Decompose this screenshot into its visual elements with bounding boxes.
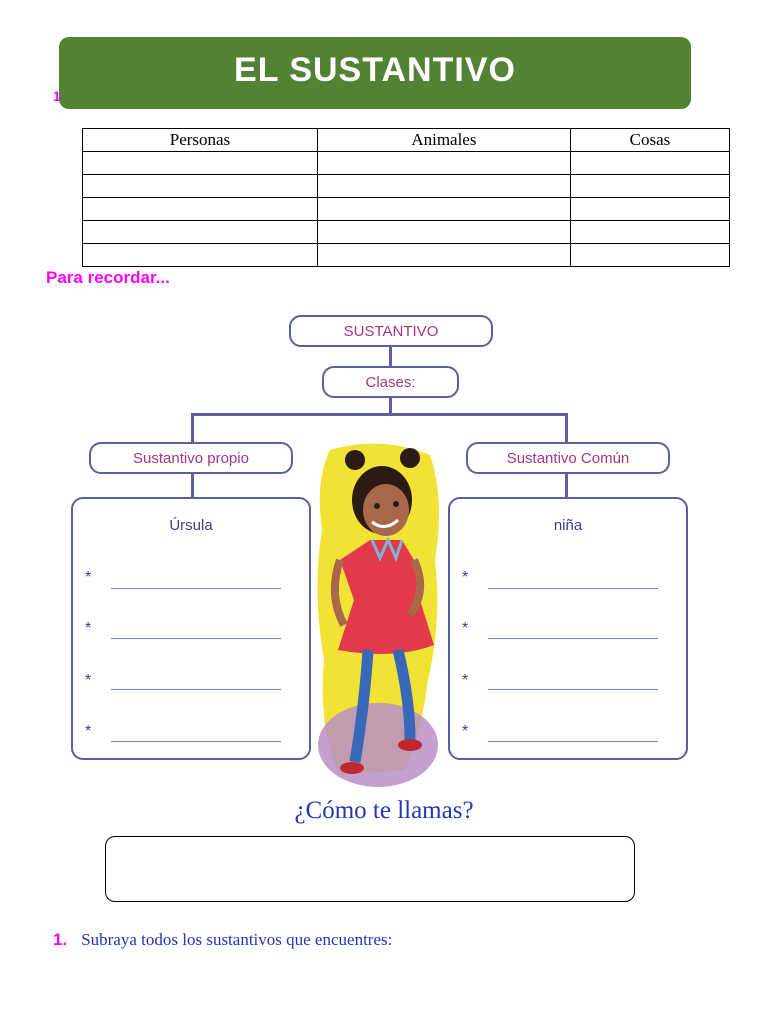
table-cell[interactable] xyxy=(570,175,729,198)
table-cell[interactable] xyxy=(317,221,570,244)
common-example: niña xyxy=(553,517,583,534)
exercise-instruction: Subraya todos los sustantivos que encuentres: xyxy=(81,930,393,949)
common-noun-box: Sustantivo Común xyxy=(466,442,670,474)
proper-example: Úrsula xyxy=(169,517,213,534)
exercise-number: 1. xyxy=(53,930,68,949)
name-question: ¿Cómo te llamas? xyxy=(294,797,474,824)
bullet-star: * xyxy=(85,620,92,637)
bullet-star: * xyxy=(462,723,469,740)
table-cell[interactable] xyxy=(83,198,318,221)
proper-noun-panel xyxy=(71,497,311,760)
table-row xyxy=(83,244,730,267)
name-answer-box[interactable] xyxy=(105,836,635,902)
table-cell[interactable] xyxy=(317,152,570,175)
table-cell[interactable] xyxy=(317,244,570,267)
connector-line xyxy=(191,413,567,416)
table-cell[interactable] xyxy=(83,244,318,267)
connector-line xyxy=(191,474,194,499)
table-cell[interactable] xyxy=(317,198,570,221)
fill-in-line[interactable] xyxy=(488,588,658,589)
column-header-cosas: Cosas xyxy=(570,129,729,152)
exercise-1 xyxy=(53,930,392,950)
diagram-classes-box: Clases: xyxy=(322,366,459,398)
table-cell[interactable] xyxy=(83,152,318,175)
table-header-row xyxy=(83,129,730,152)
connector-line xyxy=(565,474,568,499)
connector-line xyxy=(389,398,392,414)
table-cell[interactable] xyxy=(570,152,729,175)
table-row xyxy=(83,198,730,221)
connector-line xyxy=(389,347,392,367)
diagram-root-box: SUSTANTIVO xyxy=(289,315,493,347)
fill-in-line[interactable] xyxy=(488,741,658,742)
table-cell[interactable] xyxy=(317,175,570,198)
fill-in-line[interactable] xyxy=(111,588,281,589)
table-cell[interactable] xyxy=(570,198,729,221)
bullet-star: * xyxy=(462,620,469,637)
reminder-heading: Para recordar... xyxy=(46,268,170,287)
table-row xyxy=(83,221,730,244)
category-table xyxy=(82,128,730,267)
column-header-personas: Personas xyxy=(83,129,318,152)
table-row xyxy=(83,152,730,175)
table-cell[interactable] xyxy=(83,221,318,244)
column-header-animales: Animales xyxy=(317,129,570,152)
bullet-star: * xyxy=(85,672,92,689)
table-cell[interactable] xyxy=(570,221,729,244)
fill-in-line[interactable] xyxy=(111,741,281,742)
bullet-star: * xyxy=(462,569,469,586)
common-noun-panel xyxy=(448,497,688,760)
table-cell[interactable] xyxy=(83,175,318,198)
bullet-star: * xyxy=(85,723,92,740)
connector-line xyxy=(565,413,568,443)
table-row xyxy=(83,175,730,198)
section-number: 1 xyxy=(53,88,61,104)
fill-in-line[interactable] xyxy=(111,638,281,639)
page-title: EL SUSTANTIVO xyxy=(59,37,691,109)
fill-in-line[interactable] xyxy=(488,689,658,690)
girl-illustration xyxy=(310,440,445,790)
bullet-star: * xyxy=(462,672,469,689)
connector-line xyxy=(191,413,194,443)
bullet-star: * xyxy=(85,569,92,586)
fill-in-line[interactable] xyxy=(111,689,281,690)
fill-in-line[interactable] xyxy=(488,638,658,639)
table-cell[interactable] xyxy=(570,244,729,267)
proper-noun-box: Sustantivo propio xyxy=(89,442,293,474)
